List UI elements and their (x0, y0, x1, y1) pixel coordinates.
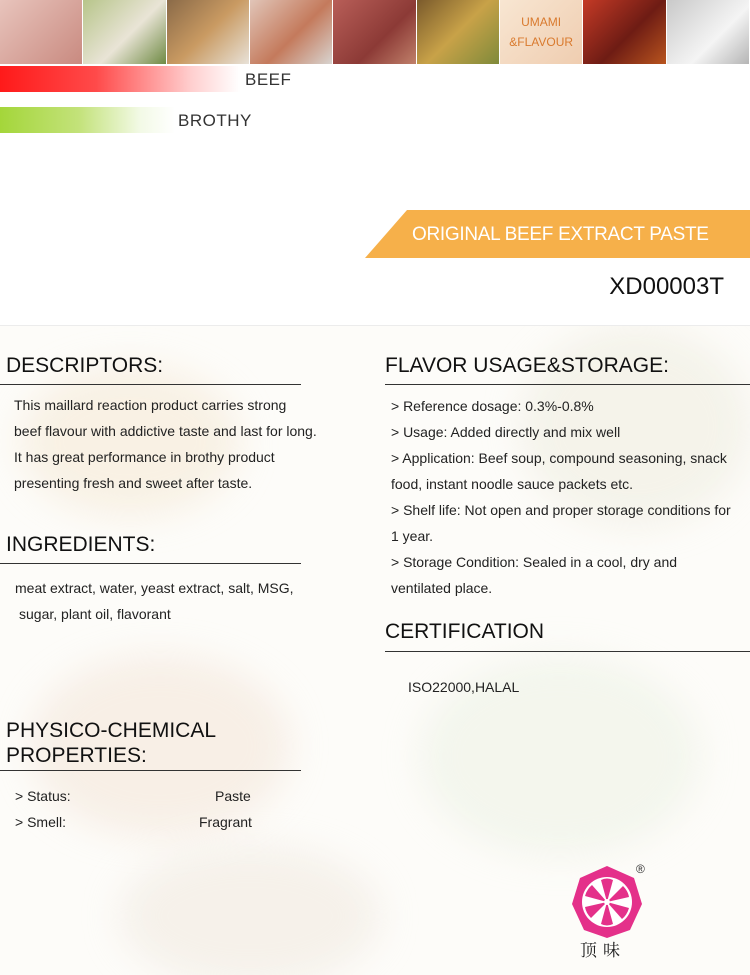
smell-value: Fragrant (199, 814, 252, 830)
physico-chemical-heading (6, 718, 216, 768)
product-code: XD00003T (609, 273, 724, 300)
descriptors-line: presenting fresh and sweet after taste. (14, 475, 253, 491)
usage-divider (385, 384, 750, 385)
usage-line: food, instant noodle sauce packets etc. (391, 476, 634, 492)
usage-line: > Reference dosage: 0.3%-0.8% (391, 398, 594, 414)
brand-chinese-name: 顶味 (580, 941, 626, 960)
usage-line: 1 year. (391, 528, 434, 544)
smell-label: > Smell: (15, 814, 66, 830)
descriptors-line: This maillard reaction product carries strong (14, 397, 287, 413)
beef-flavor-bar (0, 66, 240, 92)
descriptors-text (14, 392, 317, 496)
pig-photo-icon (0, 0, 83, 64)
physico-table (15, 783, 285, 835)
certification-heading: CERTIFICATION (385, 620, 545, 643)
usage-line: > Application: Beef soup, compound seasoning, snack (391, 450, 727, 466)
physico-row-status (15, 783, 285, 809)
status-label: > Status: (15, 788, 71, 804)
powder-photo-icon (667, 0, 750, 64)
umami-caption (500, 12, 582, 52)
usage-text (391, 393, 731, 601)
ingredients-divider (0, 563, 301, 564)
ingredient-photo-strip (0, 0, 750, 64)
descriptors-line: beef flavour with addictive taste and last for long. (14, 423, 317, 439)
certification-value: ISO22000,HALAL (408, 679, 520, 695)
status-value: Paste (215, 788, 251, 804)
umami-caption-line1: UMAMI (521, 15, 562, 29)
background-blur (120, 846, 380, 975)
descriptors-heading: DESCRIPTORS: (6, 354, 164, 377)
product-name: ORIGINAL BEEF EXTRACT PASTE (412, 224, 709, 245)
vegetables-photo-icon (417, 0, 500, 64)
registered-mark: ® (636, 862, 645, 876)
descriptors-divider (0, 384, 301, 385)
certification-divider (385, 651, 750, 652)
brothy-flavor-bar (0, 107, 175, 133)
usage-storage-heading: FLAVOR USAGE&STORAGE: (385, 354, 669, 377)
usage-line: > Storage Condition: Sealed in a cool, dry and (391, 554, 678, 570)
seafood-photo-icon (250, 0, 333, 64)
descriptors-line: It has great performance in brothy product (14, 449, 275, 465)
usage-line: > Usage: Added directly and mix well (391, 424, 621, 440)
citrus-slice-logo-icon (570, 864, 644, 940)
physico-heading-line1: PHYSICO-CHEMICAL (6, 719, 217, 742)
brothy-flavor-label: BROTHY (178, 111, 252, 130)
chili-spice-photo-icon (583, 0, 666, 64)
physico-row-smell (15, 809, 285, 835)
ingredients-line: meat extract, water, yeast extract, salt, MSG, (15, 580, 294, 596)
umami-photo-icon (500, 0, 583, 64)
ingredients-text (15, 575, 294, 627)
beef-flavor-label: BEEF (245, 70, 292, 89)
ingredients-heading: INGREDIENTS: (6, 533, 156, 556)
umami-caption-line2: &FLAVOUR (509, 35, 574, 49)
physico-heading-line2: PROPERTIES: (6, 744, 147, 767)
usage-line: > Shelf life: Not open and proper storage conditions for (391, 502, 731, 518)
physico-divider (0, 770, 301, 771)
ingredients-line: sugar, plant oil, flavorant (19, 606, 171, 622)
usage-line: ventilated place. (391, 580, 493, 596)
sheep-photo-icon (83, 0, 166, 64)
chicken-duck-photo-icon (167, 0, 250, 64)
raw-meat-photo-icon (333, 0, 416, 64)
